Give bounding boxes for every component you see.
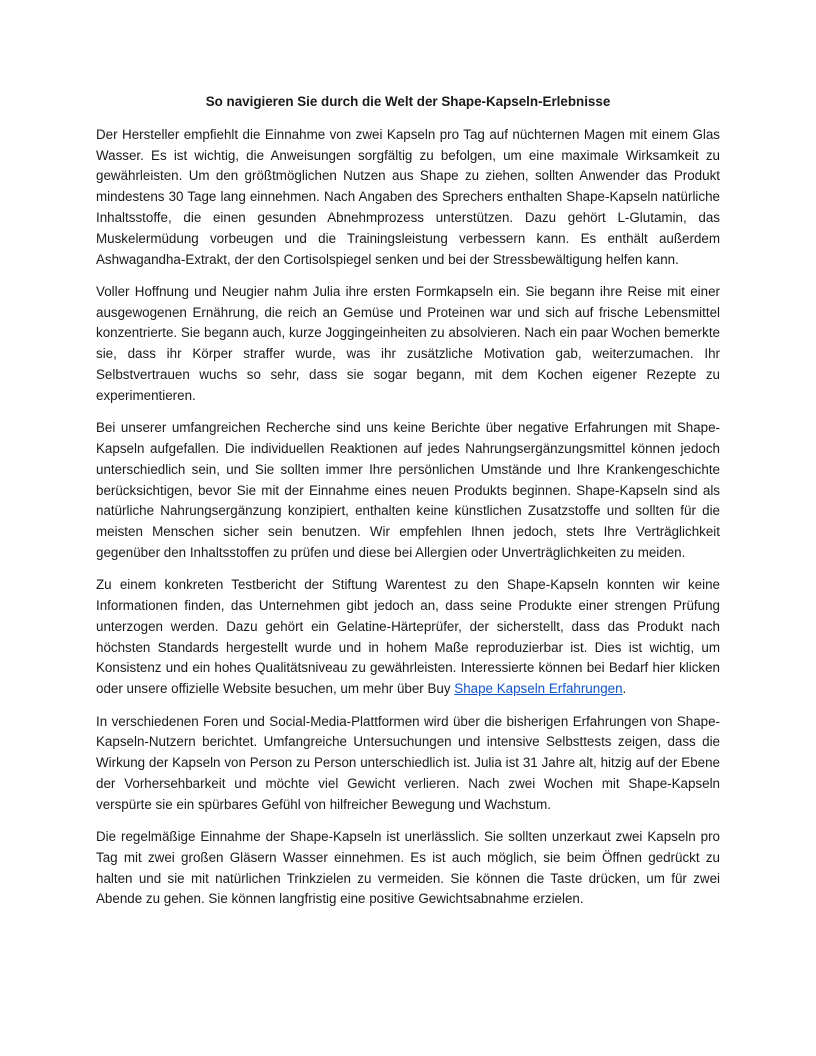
paragraph-5: In verschiedenen Foren und Social-Media-Plattformen wird über die bisherigen Erfahrungen von Shape-Kapseln-Nutzern berichtet. Umfangreiche Untersuchungen und intensive Selbsttests zeigen, dass die Wirkung der Kapseln von Person zu Person unterschiedlich ist. Julia ist 31 Jahre alt, hitzig auf der Ebene der Vorhersehbarkeit und möchte viel Gewicht verlieren. Nach zwei Wochen mit Shape-Kapseln verspürte sie ein spürbares Gefühl von hilfreicher Bewegung und Wachstum. <box>96 713 720 812</box>
paragraph-4-end: . <box>622 681 627 697</box>
paragraph-6: Die regelmäßige Einnahme der Shape-Kapseln ist unerlässlich. Sie sollten unzerkaut zwei Kapseln pro Tag mit zwei großen Gläsern Wasser einnehmen. Es ist auch möglich, sie beim Öffnen gedrückt zu halten und sie mit natürlichen Trinkzielen zu vermeiden. Sie können die Taste drücken, um für zwei Abende zu gehen. Sie können langfristig eine positive Gewichtsabnahme erzielen. <box>96 829 720 907</box>
paragraph-4 <box>96 575 720 700</box>
shape-kapseln-erfahrungen-link[interactable]: Shape Kapseln Erfahrungen <box>454 681 623 697</box>
document-page <box>96 92 720 922</box>
document-title: So navigieren Sie durch die Welt der Shape-Kapseln-Erlebnisse <box>205 94 611 109</box>
paragraph-1: Der Hersteller empfiehlt die Einnahme von zwei Kapseln pro Tag auf nüchternen Magen mit einem Glas Wasser. Es ist wichtig, die Anweisungen sorgfältig zu befolgen, um eine maximale Wirksamkeit zu gewährleisten. Um den größtmöglichen Nutzen aus Shape zu ziehen, sollten Anwender das Produkt mindestens 30 Tage lang einnehmen. Nach Angaben des Sprechers enthalten Shape-Kapseln natürliche Inhaltsstoffe, die einen gesunden Abnehmprozess unterstützen. Dazu gehört L-Glutamin, das Muskelermüdung vorbeugen und die Trainingsleistung verbessern kann. Es enthält außerdem Ashwagandha-Extrakt, der den Cortisolspiegel senken und bei der Stressbewältigung helfen kann. <box>96 126 720 267</box>
paragraph-3: Bei unserer umfangreichen Recherche sind uns keine Berichte über negative Erfahrungen mit Shape-Kapseln aufgefallen. Die individuellen Reaktionen auf jedes Nahrungsergänzungsmittel können jedoch unterschiedlich sein, und Sie sollten immer Ihre persönlichen Umstände und Ihre Krankengeschichte berücksichtigen, bevor Sie mit der Einnahme eines neuen Produkts beginnen. Shape-Kapseln sind als natürliche Nahrungsergänzung konzipiert, enthalten keine künstlichen Zusatzstoffe und sollten für die meisten Menschen sicher sein benutzen. Wir empfehlen Ihnen jedoch, stets Ihre Verträglichkeit gegenüber den Inhaltsstoffen zu prüfen und diese bei Allergien oder Unverträglichkeiten zu meiden. <box>96 420 720 560</box>
paragraph-2: Voller Hoffnung und Neugier nahm Julia ihre ersten Formkapseln ein. Sie begann ihre Reise mit einer ausgewogenen Ernährung, die reich an Gemüse und Proteinen war und sich auf frische Lebensmittel konzentrierte. Sie begann auch, kurze Joggingeinheiten zu absolvieren. Nach ein paar Wochen bemerkte sie, dass ihr Körper straffer wurde, was ihr zusätzliche Motivation gab, weiterzumachen. Ihr Selbstvertrauen wuchs so sehr, dass sie sogar begann, mit dem Kochen eigener Rezepte zu experimentieren. <box>96 283 720 403</box>
paragraph-4-text: Zu einem konkreten Testbericht der Stiftung Warentest zu den Shape-Kapseln konnten wir keine Informationen finden, das Unternehmen gibt jedoch an, dass seine Produkte einer strengen Prüfung unterzogen werden. Dazu gehört ein Gelatine-Härteprüfer, der sicherstellt, dass das Produkt nach höchsten Standards hergestellt wurde und in hohem Maße reproduzierbar ist. Dies ist wichtig, um Konsistenz und ein hohes Qualitätsniveau zu gewährleisten. Interessierte können bei Bedarf hier klicken oder unsere offizielle Website besuchen, um mehr über Buy <box>96 577 720 697</box>
